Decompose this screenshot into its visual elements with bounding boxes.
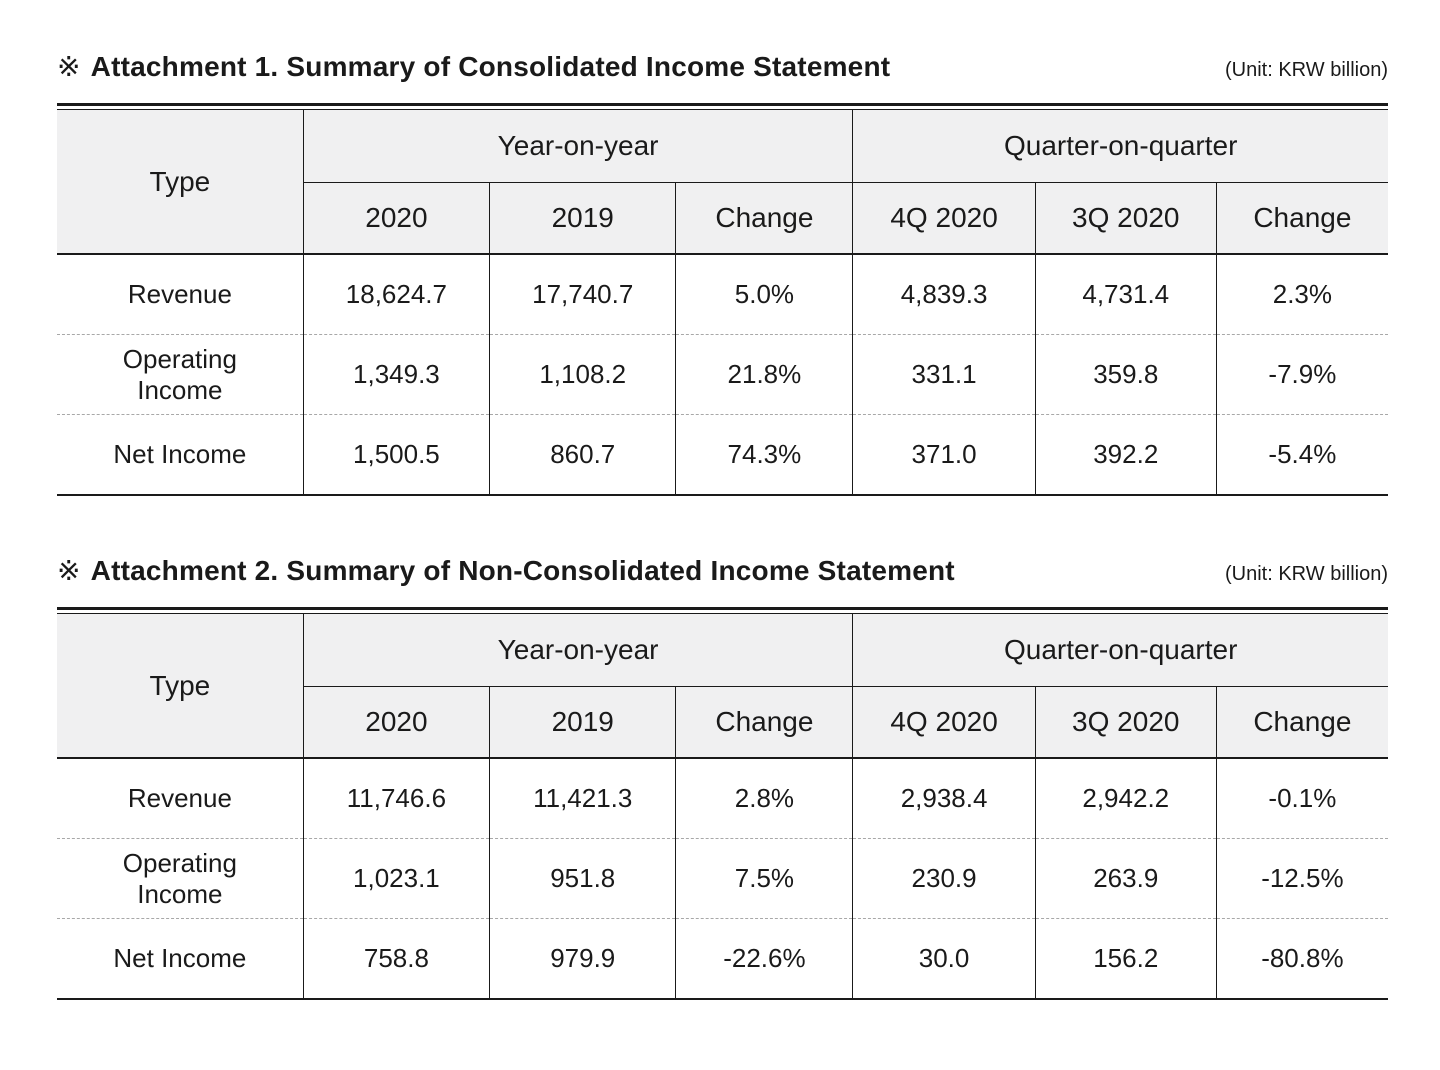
cell: 156.2: [1035, 919, 1216, 1000]
table-row-net-income: [57, 919, 1388, 1000]
header-cell-2020: 2020: [303, 183, 489, 255]
attachment-1-title-text: Attachment 1. Summary of Consolidated Income Statement: [90, 51, 891, 82]
cell: 4,839.3: [853, 254, 1035, 335]
header-cell-3q-2020: 3Q 2020: [1035, 183, 1216, 255]
cell: 11,421.3: [490, 758, 676, 839]
attachment-2-title: [57, 554, 955, 587]
cell: 5.0%: [676, 254, 853, 335]
table-row-net-income: [57, 415, 1388, 496]
table-row-revenue: [57, 758, 1388, 839]
attachment-2-title-text: Attachment 2. Summary of Non-Consolidated Income Statement: [90, 555, 955, 586]
cell: 2,938.4: [853, 758, 1035, 839]
header-cell-yoy-change: Change: [676, 183, 853, 255]
header-cell-type: Type: [57, 614, 303, 758]
attachment-1-section: [57, 50, 1388, 496]
cell: 18,624.7: [303, 254, 489, 335]
cell: 11,746.6: [303, 758, 489, 839]
non-consolidated-income-table: [57, 614, 1388, 1000]
header-cell-yoy-change: Change: [676, 687, 853, 759]
header-group-quarter-on-quarter: Quarter-on-quarter: [853, 110, 1388, 183]
cell: 4,731.4: [1035, 254, 1216, 335]
row-label: Net Income: [57, 919, 303, 1000]
table-body: [57, 254, 1388, 495]
cell: 1,349.3: [303, 335, 489, 415]
reference-mark-icon: ※: [57, 555, 81, 586]
table-row-revenue: [57, 254, 1388, 335]
cell: -80.8%: [1216, 919, 1388, 1000]
header-group-year-on-year: Year-on-year: [303, 110, 853, 183]
header-cell-2019: 2019: [490, 183, 676, 255]
cell: -7.9%: [1216, 335, 1388, 415]
attachment-2-title-row: [57, 554, 1388, 607]
cell: 1,023.1: [303, 839, 489, 919]
table-top-double-rule: [57, 103, 1388, 110]
header-group-year-on-year: Year-on-year: [303, 614, 853, 687]
cell: 860.7: [490, 415, 676, 496]
reference-mark-icon: ※: [57, 51, 81, 82]
header-cell-2019: 2019: [490, 687, 676, 759]
cell: 392.2: [1035, 415, 1216, 496]
attachment-2-unit-label: (Unit: KRW billion): [1225, 563, 1388, 585]
cell: 230.9: [853, 839, 1035, 919]
header-cell-4q-2020: 4Q 2020: [853, 183, 1035, 255]
attachment-1-title-row: [57, 50, 1388, 103]
cell: 263.9: [1035, 839, 1216, 919]
cell: 2.3%: [1216, 254, 1388, 335]
header-cell-2020: 2020: [303, 687, 489, 759]
cell: -5.4%: [1216, 415, 1388, 496]
row-label: Revenue: [57, 758, 303, 839]
header-cell-qoq-change: Change: [1216, 687, 1388, 759]
cell: 2,942.2: [1035, 758, 1216, 839]
cell: 74.3%: [676, 415, 853, 496]
cell: 17,740.7: [490, 254, 676, 335]
cell: 7.5%: [676, 839, 853, 919]
row-label: Revenue: [57, 254, 303, 335]
cell: -12.5%: [1216, 839, 1388, 919]
row-label: Operating Income: [57, 839, 303, 919]
cell: 21.8%: [676, 335, 853, 415]
header-cell-3q-2020: 3Q 2020: [1035, 687, 1216, 759]
cell: 371.0: [853, 415, 1035, 496]
cell: -22.6%: [676, 919, 853, 1000]
cell: 2.8%: [676, 758, 853, 839]
row-label: Net Income: [57, 415, 303, 496]
table-header: [57, 614, 1388, 758]
attachment-2-section: [57, 554, 1388, 1000]
cell: 758.8: [303, 919, 489, 1000]
cell: 979.9: [490, 919, 676, 1000]
table-row-operating-income: [57, 839, 1388, 919]
row-label: Operating Income: [57, 335, 303, 415]
attachment-1-unit-label: (Unit: KRW billion): [1225, 59, 1388, 81]
table-row-operating-income: [57, 335, 1388, 415]
cell: -0.1%: [1216, 758, 1388, 839]
header-cell-4q-2020: 4Q 2020: [853, 687, 1035, 759]
cell: 1,108.2: [490, 335, 676, 415]
table-header: [57, 110, 1388, 254]
table-body: [57, 758, 1388, 999]
cell: 1,500.5: [303, 415, 489, 496]
attachment-1-title: [57, 50, 890, 83]
cell: 30.0: [853, 919, 1035, 1000]
cell: 331.1: [853, 335, 1035, 415]
cell: 359.8: [1035, 335, 1216, 415]
table-top-double-rule: [57, 607, 1388, 614]
cell: 951.8: [490, 839, 676, 919]
header-cell-qoq-change: Change: [1216, 183, 1388, 255]
consolidated-income-table: [57, 110, 1388, 496]
header-cell-type: Type: [57, 110, 303, 254]
header-group-quarter-on-quarter: Quarter-on-quarter: [853, 614, 1388, 687]
